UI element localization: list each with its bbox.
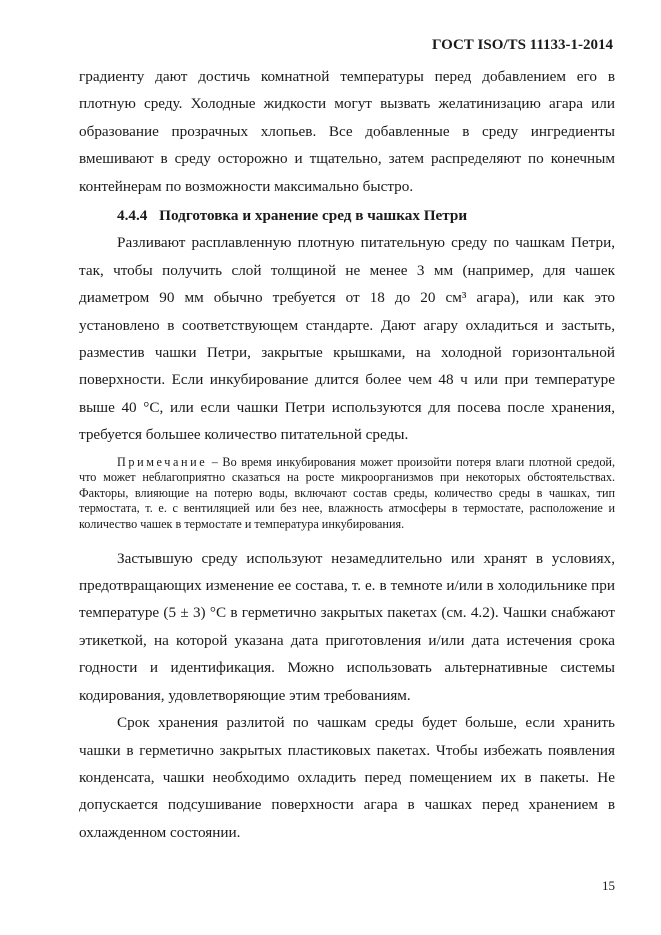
section-heading <box>79 202 615 229</box>
paragraph-shelf-life: Срок хранения разлитой по чашкам среды будет больше, если хранить чашки в герметично закрытых пластиковых пакетах. Чтобы избежать появления конденсата, чашки необходимо охладить перед помещением их в пакеты. Не допускается подсушивание поверхности агара в чашках перед хранением в охлажденном состоянии. <box>79 714 615 841</box>
page-body <box>79 63 615 846</box>
section-title: Подготовка и хранение сред в чашках Петри <box>159 207 468 225</box>
paragraph-storage: Застывшую среду используют незамедлительно или хранят в условиях, предотвращающих изменение ее состава, т. е. в темноте и/или в холодильнике при температуре (5 ± 3) °С в герметично закрытых пакетах (см. 4.2). Чашки снабжают этикеткой, на которой указана дата приготовления и/или дата истечения срока годности и идентификация. Можно использовать альтернативные системы кодирования, удовлетворяющие этим требованиям. <box>79 549 615 704</box>
paragraph-pouring-plates: Разливают расплавленную плотную питательную среду по чашкам Петри, так, чтобы получить слой толщиной не менее 3 мм (например, для чашек диаметром 90 мм обычно требуется от 18 до 20 см³ агара), или как это установлено в соответствующем стандарте. Дают агару охладиться и застыть, разместив чашки Петри, закрытые крышками, на холодной горизонтальной поверхности. Если инкубирование длится более чем 48 ч или при температуре выше 40 °С, или если чашки Петри используются для посева после хранения, требуется большее количество питательной среды. <box>79 234 615 444</box>
note-label: Примечание <box>117 454 208 469</box>
document-code-header: ГОСТ ISO/TS 11133-1-2014 <box>431 37 613 53</box>
note-text: – Во время инкубирования может произойти потеря влаги плотной средой, что может неблагоприятно сказаться на росте микроорганизмов при некоторых обстоятельствах. Факторы, влияющие на потерю воды, включают состав среды, количество среды в чашках, тип термостата, т. е. с вентиляцией или без нее, влажность атмосферы в термостате, расположение и количество чашек в термостате и температура инкубирования. <box>79 454 615 532</box>
page-number: 15 <box>602 878 615 893</box>
paragraph-continuation: градиенту дают достичь комнатной температуры перед добавлением его в плотную среду. Холодные жидкости могут вызвать желатинизацию агара или образование прозрачных хлопьев. Все добавленные в среду ингредиенты вмешивают в среду осторожно и тщательно, затем распределяют по конечным контейнерам по возможности максимально быстро. <box>79 68 615 195</box>
section-number: 4.4.4 <box>117 207 148 225</box>
note-block <box>79 455 615 533</box>
